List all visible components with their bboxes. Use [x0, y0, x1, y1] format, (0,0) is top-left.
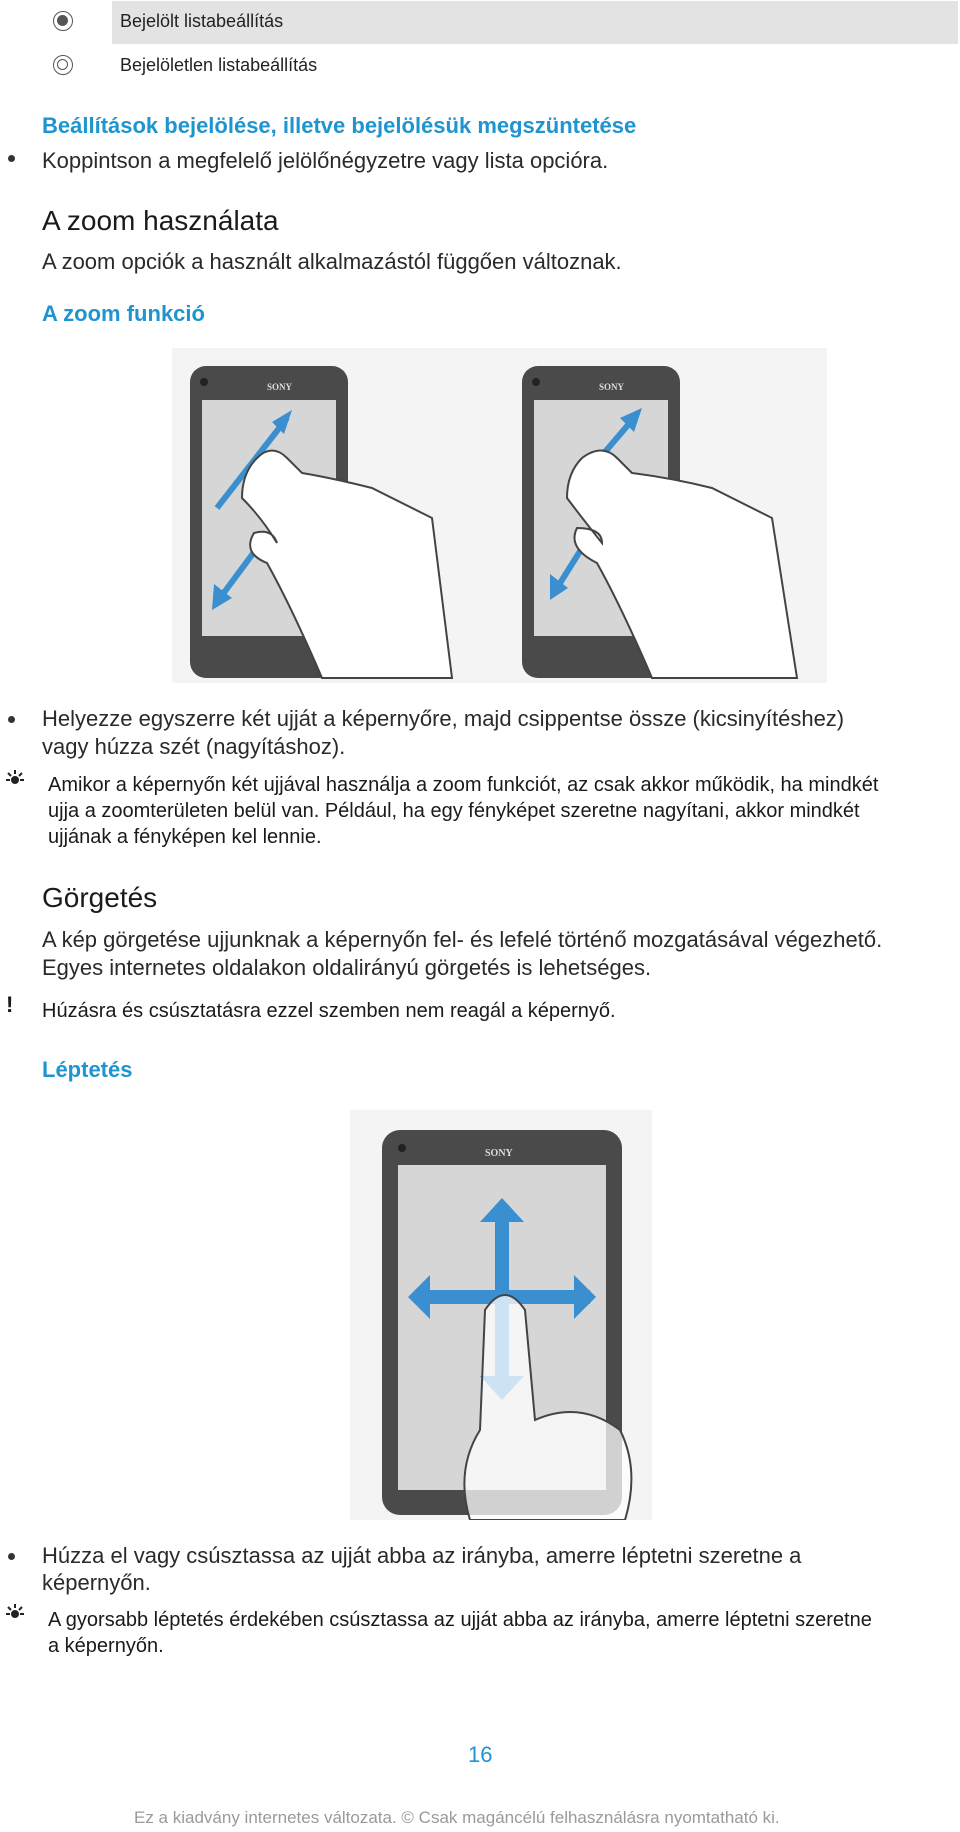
step-bullet-line-2: képernyőn.	[42, 1570, 151, 1595]
zoom-illustration	[172, 348, 827, 683]
pinch-zoom-figure	[172, 348, 827, 683]
scroll-heading: Görgetés	[42, 882, 158, 913]
zoom-subheading: A zoom funkció	[42, 301, 205, 326]
step-bullet-line-1: Húzza el vagy csúsztassa az ujját abba az irányba, amerre léptetni szeretne a	[42, 1543, 802, 1568]
bullet-text-select: Koppintson a megfelelő jelölőnégyzetre vagy lista opcióra.	[42, 148, 609, 173]
step-illustration	[350, 1110, 652, 1520]
option-icon-cell	[42, 45, 107, 88]
option-label: Bejelölt listabeállítás	[120, 11, 284, 31]
zoom-tip-line-2: ujja a zoomterületen belül van. Például, ha egy fényképet szeretne nagyítani, akkor mindkét	[48, 800, 860, 822]
scroll-warning: Húzásra és csúsztatásra ezzel szemben nem reagál a képernyő.	[42, 1000, 616, 1022]
radio-checked-icon	[53, 11, 73, 31]
option-icon-cell	[42, 1, 107, 44]
step-subheading: Léptetés	[42, 1057, 133, 1082]
option-label-cell	[112, 1, 958, 44]
tip-lightbulb-icon	[4, 1602, 26, 1629]
swipe-figure	[350, 1110, 652, 1520]
tip-lightbulb-icon	[4, 768, 26, 795]
option-label-cell	[112, 45, 958, 88]
phone-brand-label: SONY	[267, 382, 293, 392]
page-number: 16	[468, 1742, 493, 1767]
zoom-bullet-line-1: Helyezze egyszerre két ujját a képernyőre, majd csippentse össze (kicsinyítéshez)	[42, 706, 845, 731]
option-row-checked	[42, 1, 958, 44]
zoom-bullet-line-2: vagy húzza szét (nagyításhoz).	[42, 734, 346, 759]
bullet-icon	[8, 716, 15, 723]
bullet-icon	[8, 1553, 15, 1560]
zoom-tip-line-1: Amikor a képernyőn két ujjával használja a zoom funkciót, az csak akkor működik, ha mindkét	[48, 774, 879, 796]
scroll-line-2: Egyes internetes oldalakon oldalirányú görgetés is lehetséges.	[42, 955, 652, 980]
zoom-heading: A zoom használata	[42, 205, 279, 236]
scroll-line-1: A kép görgetése ujjunknak a képernyőn fel- és lefelé történő mozgatásával végezhető.	[42, 927, 883, 952]
option-label: Bejelöletlen listabeállítás	[120, 55, 318, 75]
zoom-intro: A zoom opciók a használt alkalmazástól függően változnak.	[42, 249, 622, 274]
footer-text: Ez a kiadvány internetes változata. © Csak magáncélú felhasználásra nyomtatható ki.	[134, 1808, 780, 1827]
warning-exclamation-icon: !	[6, 992, 14, 1017]
option-row-unchecked	[42, 45, 958, 88]
zoom-tip-line-3: ujjának a fényképen kel lennie.	[48, 826, 322, 848]
radio-unchecked-icon	[53, 55, 73, 75]
step-tip-line-1: A gyorsabb léptetés érdekében csúsztassa az ujját abba az irányba, amerre léptetni szeretne	[48, 1609, 872, 1631]
bullet-icon	[8, 155, 15, 162]
phone-brand-label: SONY	[599, 382, 625, 392]
step-tip-line-2: a képernyőn.	[48, 1635, 164, 1657]
section-heading-select: Beállítások bejelölése, illetve bejelölésük megszüntetése	[42, 113, 637, 138]
phone-brand-label: SONY	[485, 1148, 513, 1159]
